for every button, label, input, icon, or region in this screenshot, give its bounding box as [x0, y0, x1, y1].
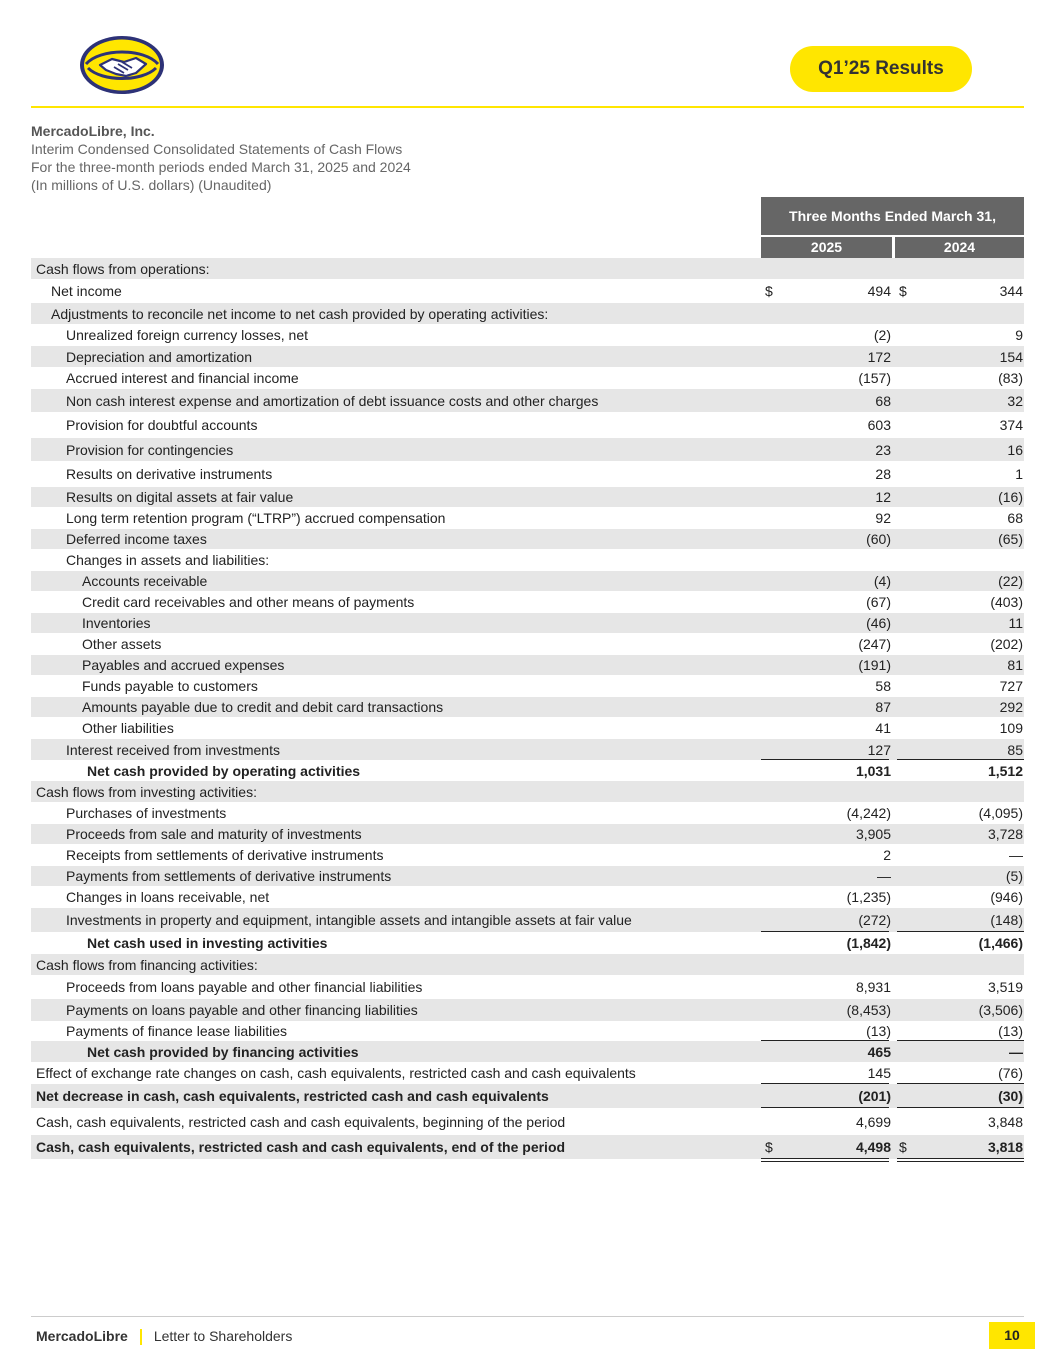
- table-row: [31, 697, 1024, 717]
- value-2024: 292: [999, 699, 1023, 715]
- table-row: [31, 303, 1024, 324]
- value-2024: 85: [1007, 741, 1023, 758]
- value-2025: 127: [867, 741, 891, 758]
- footer-brand: MercadoLibre: [36, 1328, 128, 1344]
- row-label: Accounts receivable: [82, 573, 208, 589]
- value-2025: (67): [866, 594, 891, 610]
- value-2024: 154: [999, 348, 1023, 365]
- column-group-header: Three Months Ended March 31,: [761, 197, 1024, 235]
- total-double-rule: [897, 1158, 1024, 1162]
- row-label: Credit card receivables and other means of payments: [82, 594, 415, 610]
- value-2025: (2): [873, 327, 891, 343]
- row-label: Changes in assets and liabilities:: [66, 552, 270, 568]
- table-row: [31, 675, 1024, 697]
- value-2024: 3,818: [987, 1139, 1023, 1155]
- table-row: [31, 781, 1024, 802]
- row-label: Proceeds from loans payable and other financial liabilities: [66, 979, 423, 995]
- table-row: [31, 999, 1024, 1021]
- row-label: Interest received from investments: [66, 741, 280, 758]
- table-row: [31, 1062, 1024, 1084]
- table-row: [31, 487, 1024, 507]
- row-label: Net cash used in investing activities: [87, 935, 328, 951]
- value-2024: (76): [998, 1065, 1023, 1081]
- row-label: Receipts from settlements of derivative instruments: [66, 847, 384, 863]
- value-2024: (30): [998, 1088, 1023, 1104]
- value-2025: (13): [866, 1023, 891, 1039]
- row-label: Purchases of investments: [66, 805, 227, 821]
- table-row: [31, 717, 1024, 739]
- row-label: Cash, cash equivalents, restricted cash and cash equivalents, end of the period: [36, 1139, 566, 1155]
- table-row: [31, 975, 1024, 999]
- table-row: [31, 613, 1024, 633]
- value-2024: (65): [998, 531, 1023, 547]
- row-label: Payments from settlements of derivative instruments: [66, 868, 392, 884]
- table-row: [31, 1135, 1024, 1159]
- results-badge: Q1’25 Results: [790, 46, 972, 92]
- table-row: [31, 760, 1024, 781]
- statement-period: For the three-month periods ended March 31, 2025 and 2024: [31, 159, 411, 175]
- value-2024: (22): [998, 573, 1023, 589]
- table-row: [31, 529, 1024, 549]
- value-2025: 8,931: [855, 979, 891, 995]
- value-2025: (4,242): [846, 805, 891, 821]
- value-2024: 3,519: [987, 979, 1023, 995]
- table-row: [31, 412, 1024, 438]
- value-2024: (13): [998, 1023, 1023, 1039]
- row-label: Net cash provided by operating activities: [87, 762, 361, 779]
- currency-symbol-2025: $: [765, 283, 773, 299]
- currency-symbol-2024: $: [899, 283, 907, 299]
- company-name: MercadoLibre, Inc.: [31, 123, 155, 139]
- table-row: [31, 1021, 1024, 1041]
- value-2024: 727: [999, 678, 1023, 694]
- value-2024: 81: [1007, 657, 1023, 673]
- value-2025: (201): [858, 1088, 891, 1104]
- header-rule: [31, 106, 1024, 108]
- currency-symbol-2025: $: [765, 1139, 773, 1155]
- value-2024: 32: [1007, 392, 1023, 409]
- value-2025: 41: [875, 720, 891, 736]
- value-2025: (157): [858, 370, 891, 386]
- table-row: [31, 844, 1024, 866]
- value-2025: 603: [867, 417, 891, 433]
- value-2025: 145: [867, 1065, 891, 1081]
- value-2025: 28: [875, 466, 891, 482]
- value-2025: 58: [875, 678, 891, 694]
- row-label: Inventories: [82, 615, 151, 631]
- row-label: Funds payable to customers: [82, 678, 258, 694]
- statement-units: (In millions of U.S. dollars) (Unaudited): [31, 177, 272, 193]
- table-row: [31, 1041, 1024, 1062]
- value-2024: —: [1009, 1043, 1023, 1060]
- row-label: Depreciation and amortization: [66, 348, 252, 365]
- value-2024: (946): [990, 889, 1023, 905]
- table-row: [31, 1108, 1024, 1135]
- table-row: [31, 739, 1024, 760]
- row-label: Cash, cash equivalents, restricted cash and cash equivalents, beginning of the period: [36, 1113, 566, 1130]
- table-row: [31, 438, 1024, 461]
- year-header-2024: 2024: [895, 237, 1024, 258]
- table-row: [31, 324, 1024, 346]
- row-label: Provision for contingencies: [66, 441, 234, 458]
- table-row: [31, 549, 1024, 571]
- value-2025: 494: [867, 283, 891, 299]
- table-row: [31, 886, 1024, 908]
- table-row: [31, 346, 1024, 367]
- value-2025: (8,453): [846, 1002, 891, 1018]
- table-row: [31, 866, 1024, 886]
- row-label: Adjustments to reconcile net income to net cash provided by operating activities:: [51, 305, 549, 322]
- value-2025: (272): [858, 912, 891, 928]
- row-label: Effect of exchange rate changes on cash, cash equivalents, restricted cash and cash equivalents: [36, 1065, 636, 1081]
- value-2025: (4): [873, 573, 891, 589]
- value-2025: (1,842): [846, 935, 891, 951]
- table-row: [31, 1084, 1024, 1108]
- value-2024: 68: [1007, 510, 1023, 526]
- value-2025: (247): [858, 636, 891, 652]
- row-label: Net cash provided by financing activities: [87, 1043, 359, 1060]
- value-2024: 374: [999, 417, 1023, 433]
- value-2025: 172: [867, 348, 891, 365]
- row-label: Deferred income taxes: [66, 531, 207, 547]
- table-row: [31, 655, 1024, 675]
- table-row: [31, 824, 1024, 844]
- value-2025: —: [877, 868, 891, 884]
- row-label: Amounts payable due to credit and debit card transactions: [82, 699, 444, 715]
- currency-symbol-2024: $: [899, 1139, 907, 1155]
- value-2024: —: [1009, 847, 1023, 863]
- row-label: Long term retention program (“LTRP”) accrued compensation: [66, 510, 446, 526]
- row-label: Non cash interest expense and amortization of debt issuance costs and other charges: [66, 392, 599, 409]
- row-label: Provision for doubtful accounts: [66, 417, 258, 433]
- value-2025: 92: [875, 510, 891, 526]
- footer-section: Letter to Shareholders: [153, 1328, 293, 1344]
- row-label: Proceeds from sale and maturity of investments: [66, 826, 362, 842]
- page-number: 10: [989, 1322, 1035, 1349]
- row-label: Investments in property and equipment, intangible assets and intangible assets at fair value: [66, 912, 632, 928]
- handshake-logo-icon: [78, 34, 166, 96]
- value-2025: 87: [875, 699, 891, 715]
- table-row: [31, 802, 1024, 824]
- value-2024: (1,466): [978, 935, 1023, 951]
- value-2025: (1,235): [846, 889, 891, 905]
- value-2024: (202): [990, 636, 1023, 652]
- row-label: Other liabilities: [82, 720, 174, 736]
- year-header-2025: 2025: [761, 237, 892, 258]
- row-label: Accrued interest and financial income: [66, 370, 299, 386]
- row-label: Cash flows from investing activities:: [36, 783, 257, 800]
- footer-separator: [140, 1329, 142, 1345]
- value-2024: (5): [1005, 868, 1023, 884]
- table-row: [31, 507, 1024, 529]
- table-row: [31, 633, 1024, 655]
- value-2025: (60): [866, 531, 891, 547]
- row-label: Cash flows from financing activities:: [36, 956, 258, 973]
- row-label: Net decrease in cash, cash equivalents, restricted cash and cash equivalents: [36, 1088, 549, 1104]
- value-2024: (403): [990, 594, 1023, 610]
- value-2024: (3,506): [978, 1002, 1023, 1018]
- row-label: Net income: [51, 283, 122, 299]
- table-row: [31, 571, 1024, 591]
- row-label: Payments of finance lease liabilities: [66, 1023, 288, 1039]
- value-2025: (46): [866, 615, 891, 631]
- row-label: Cash flows from operations:: [36, 260, 210, 277]
- value-2025: 12: [875, 489, 891, 505]
- row-label: Payments on loans payable and other financing liabilities: [66, 1002, 418, 1018]
- row-label: Unrealized foreign currency losses, net: [66, 327, 309, 343]
- table-row: [31, 367, 1024, 389]
- footer-rule: [31, 1316, 1024, 1317]
- value-2025: 465: [867, 1043, 891, 1060]
- value-2024: (16): [998, 489, 1023, 505]
- value-2024: 16: [1007, 441, 1023, 458]
- value-2025: 3,905: [855, 826, 891, 842]
- table-row: [31, 389, 1024, 412]
- value-2024: 3,848: [987, 1113, 1023, 1130]
- table-row: [31, 461, 1024, 487]
- value-2024: 11: [1008, 615, 1023, 631]
- value-2025: 1,031: [855, 762, 891, 779]
- value-2024: (4,095): [978, 805, 1023, 821]
- value-2025: 4,699: [855, 1113, 891, 1130]
- value-2024: 3,728: [987, 826, 1023, 842]
- value-2025: 23: [875, 441, 891, 458]
- table-row: [31, 279, 1024, 303]
- value-2024: 1,512: [987, 762, 1023, 779]
- value-2025: 2: [883, 847, 891, 863]
- row-label: Other assets: [82, 636, 162, 652]
- value-2024: 1: [1015, 466, 1023, 482]
- footer: [36, 1327, 292, 1345]
- value-2024: 344: [999, 283, 1023, 299]
- table-row: [31, 954, 1024, 975]
- value-2024: (148): [990, 912, 1023, 928]
- table-row: [31, 908, 1024, 932]
- value-2024: (83): [998, 370, 1023, 386]
- statement-title: Interim Condensed Consolidated Statements of Cash Flows: [31, 141, 403, 157]
- row-label: Changes in loans receivable, net: [66, 889, 270, 905]
- row-label: Payables and accrued expenses: [82, 657, 285, 673]
- value-2025: 68: [875, 392, 891, 409]
- table-row: [31, 591, 1024, 613]
- row-label: Results on digital assets at fair value: [66, 489, 294, 505]
- total-double-rule: [761, 1158, 889, 1162]
- value-2024: 109: [999, 720, 1023, 736]
- statement-heading: [31, 122, 411, 194]
- row-label: Results on derivative instruments: [66, 466, 273, 482]
- cash-flow-table: [31, 258, 1024, 1159]
- value-2024: 9: [1015, 327, 1023, 343]
- value-2025: (191): [858, 657, 891, 673]
- value-2025: 4,498: [855, 1139, 891, 1155]
- table-row: [31, 932, 1024, 954]
- table-row: [31, 258, 1024, 279]
